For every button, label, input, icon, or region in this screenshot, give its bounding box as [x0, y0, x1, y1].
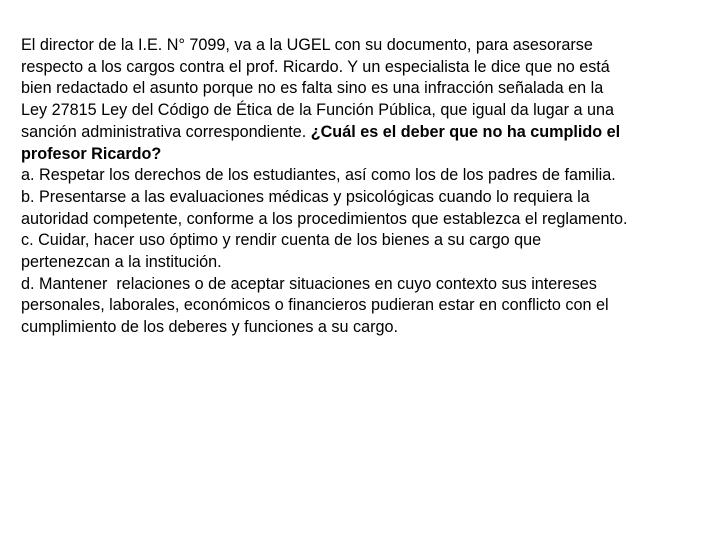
option-c-continued: pertenezcan a la institución.: [21, 253, 222, 272]
statement-line-end: sanción administrativa correspondiente.: [21, 122, 311, 141]
option-d-continued: cumplimiento de los deberes y funciones a su cargo.: [21, 318, 399, 337]
statement-line: respecto a los cargos contra el prof. Ricardo. Y un especialista le dice que no está: [21, 57, 610, 76]
question-text-block: [21, 35, 703, 339]
statement-question-line: [21, 122, 703, 144]
option-d-continued: personales, laborales, económicos o financieros pudieran estar en conflicto con el: [21, 296, 609, 315]
statement-line: bien redactado el asunto porque no es falta sino es una infracción señalada en la: [21, 79, 604, 98]
statement-line: El director de la I.E. N° 7099, va a la UGEL con su documento, para asesorarse: [21, 36, 593, 54]
question-text-continued: profesor Ricardo?: [21, 144, 162, 163]
option-b: b. Presentarse a las evaluaciones médicas y psicológicas cuando lo requiera la: [21, 187, 590, 206]
option-b-continued: autoridad competente, conforme a los procedimientos que establezca el reglamento.: [21, 209, 628, 228]
option-c: c. Cuidar, hacer uso óptimo y rendir cuenta de los bienes a su cargo que: [21, 231, 542, 250]
option-a: a. Respetar los derechos de los estudiantes, así como los de los padres de familia.: [21, 166, 616, 185]
statement-line: Ley 27815 Ley del Código de Ética de la Función Pública, que igual da lugar a una: [21, 101, 615, 120]
question-text: ¿Cuál es el deber que no ha cumplido el: [310, 122, 621, 141]
option-d: d. Mantener relaciones o de aceptar situaciones en cuyo contexto sus intereses: [21, 274, 597, 293]
